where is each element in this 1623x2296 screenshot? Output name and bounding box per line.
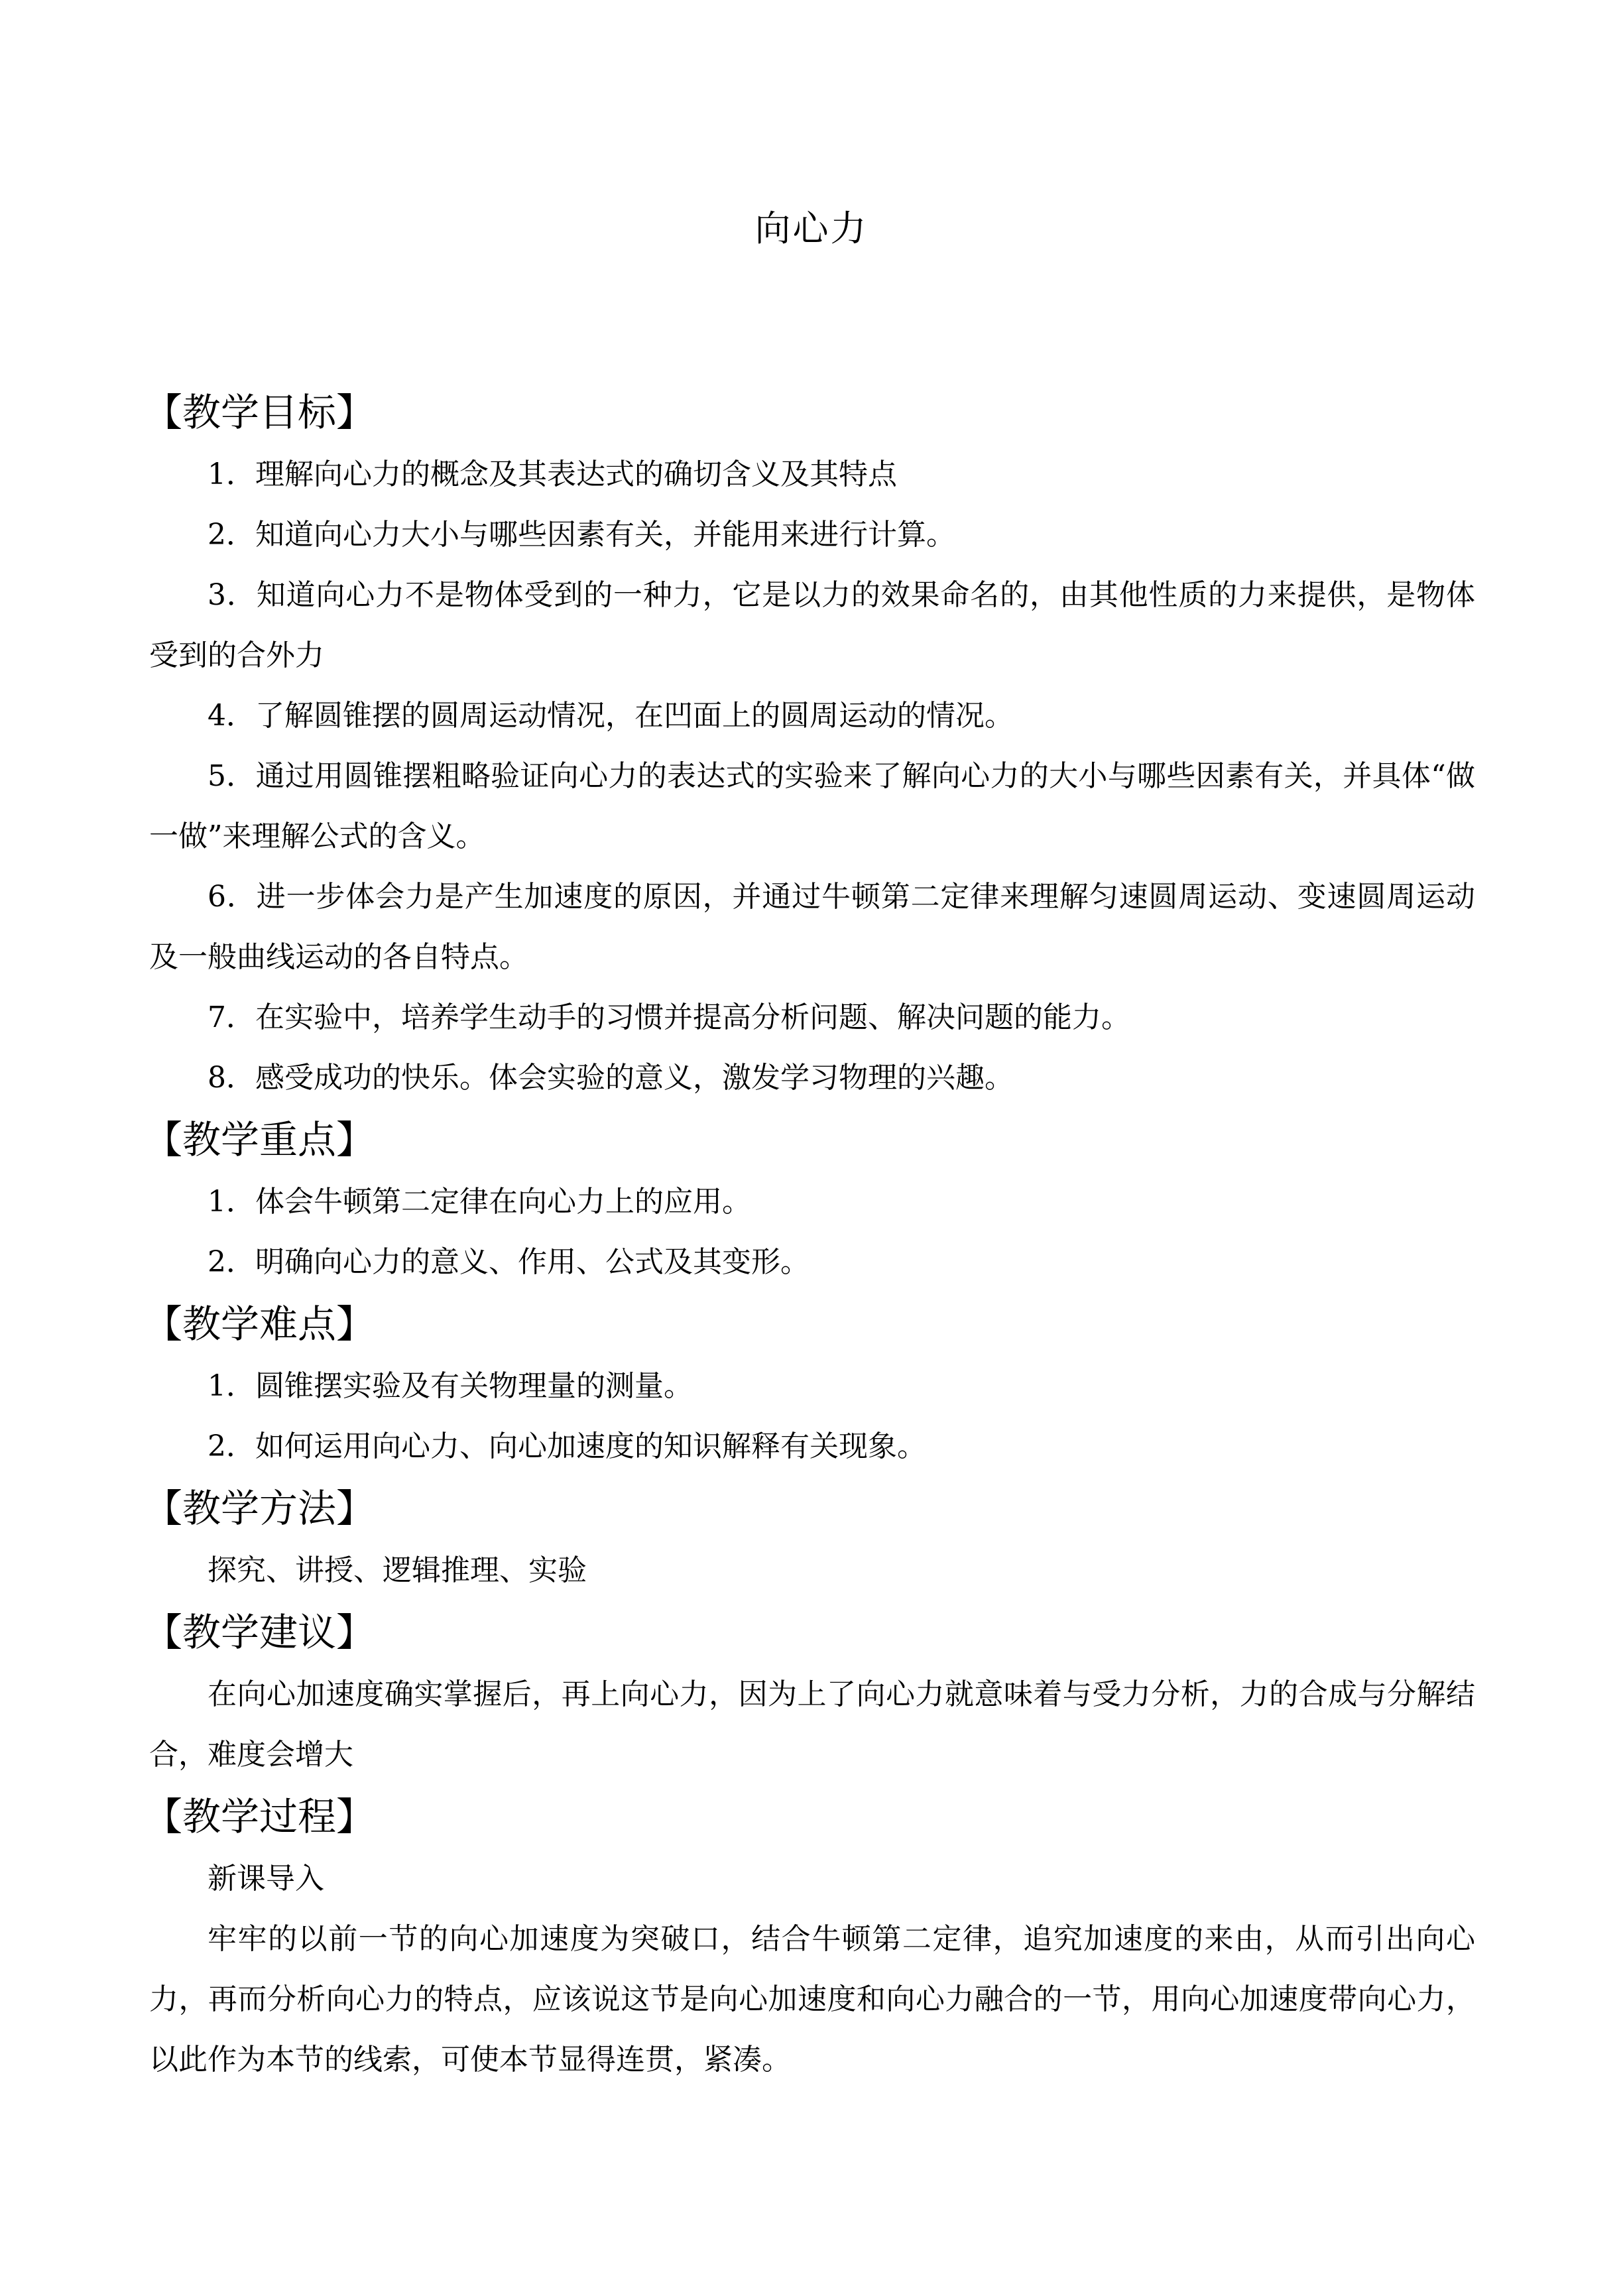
- section-heading-process: 【教学过程】: [144, 1794, 375, 1839]
- objective-item-1: 1．理解向心力的概念及其表达式的确切含义及其特点: [208, 457, 897, 491]
- document-body: [144, 381, 1475, 2090]
- section-heading-key-points: 【教学重点】: [144, 1117, 375, 1162]
- process-text: 牢牢的以前一节的向心加速度为突破口，结合牛顿第二定律，追究加速度的来由，从而引出向心力，再而分析向心力的特点，应该说这节是向心加速度和向心力融合的一节，用向心加速度带向心力，以此作为本节的线索，可使本节显得连贯，紧凑。: [149, 1922, 1475, 2077]
- section-heading-methods: 【教学方法】: [144, 1486, 375, 1531]
- objective-item-2: 2．知道向心力大小与哪些因素有关，并能用来进行计算。: [208, 518, 955, 552]
- objective-item-4: 4．了解圆锥摆的圆周运动情况，在凹面上的圆周运动的情况。: [208, 699, 1014, 733]
- difficulty-item-1: 1．圆锥摆实验及有关物理量的测量。: [208, 1369, 693, 1403]
- objective-item-6: 6．进一步体会力是产生加速度的原因，并通过牛顿第二定律来理解匀速圆周运动、变速圆周运动及一般曲线运动的各自特点。: [149, 880, 1475, 974]
- methods-text: 探究、讲授、逻辑推理、实验: [208, 1553, 587, 1587]
- key-point-item-1: 1．体会牛顿第二定律在向心力上的应用。: [208, 1185, 751, 1219]
- difficulty-item-2: 2．如何运用向心力、向心加速度的知识解释有关现象。: [208, 1429, 926, 1463]
- suggestions-text: 在向心加速度确实掌握后，再上向心力，因为上了向心力就意味着与受力分析，力的合成与分解结合，难度会增大: [149, 1677, 1475, 1772]
- objective-item-5: 5．通过用圆锥摆粗略验证向心力的表达式的实验来了解向心力的大小与哪些因素有关，并具体“做一做”来理解公式的含义。: [149, 759, 1475, 853]
- section-heading-suggestions: 【教学建议】: [144, 1610, 375, 1655]
- objective-item-8: 8．感受成功的快乐。体会实验的意义，激发学习物理的兴趣。: [208, 1061, 1014, 1095]
- section-heading-objectives: 【教学目标】: [144, 390, 375, 435]
- key-point-item-2: 2．明确向心力的意义、作用、公式及其变形。: [208, 1245, 810, 1279]
- section-heading-difficulties: 【教学难点】: [144, 1301, 375, 1347]
- objective-item-3: 3．知道向心力不是物体受到的一种力，它是以力的效果命名的，由其他性质的力来提供，是物体受到的合外力: [149, 578, 1475, 672]
- document-title: 向心力: [754, 208, 869, 249]
- process-subheading: 新课导入: [208, 1862, 324, 1896]
- objective-item-7: 7．在实验中，培养学生动手的习惯并提高分析问题、解决问题的能力。: [208, 1000, 1130, 1034]
